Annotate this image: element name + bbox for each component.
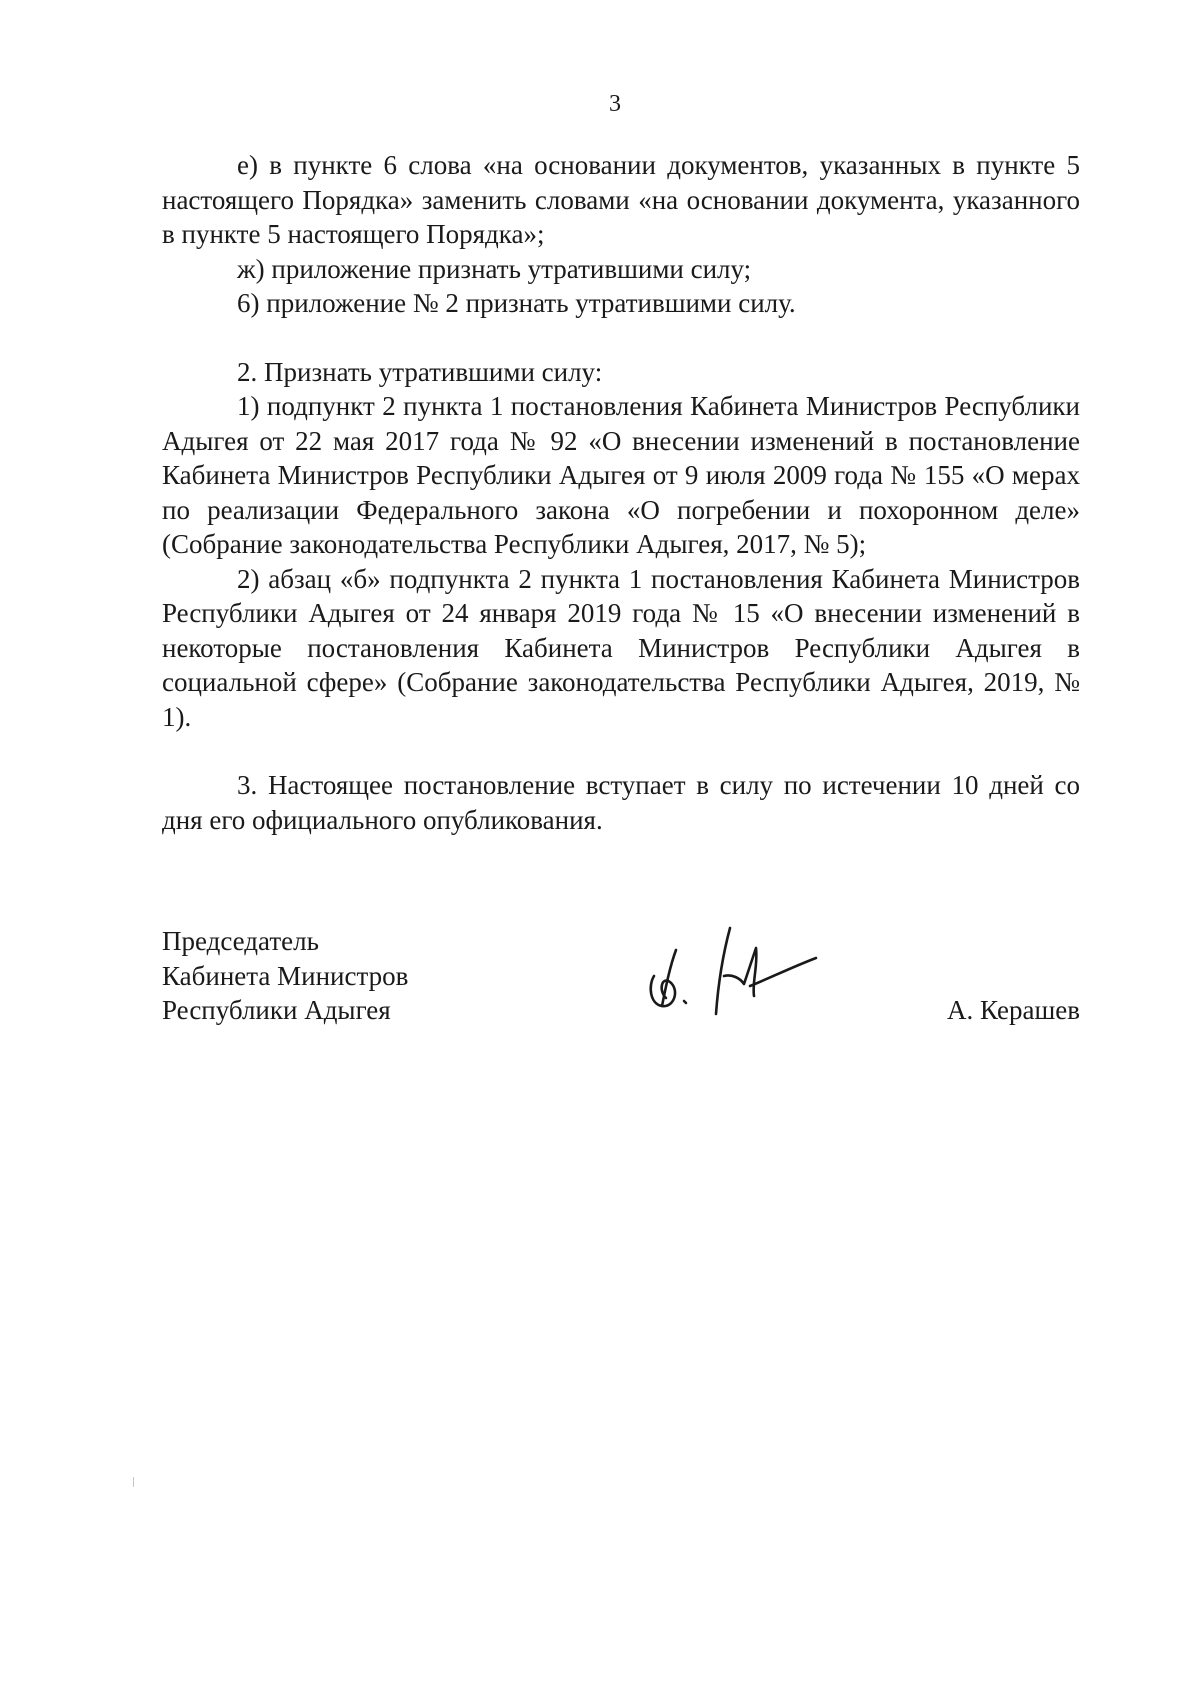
margin-speck: [133, 1477, 134, 1487]
page-number: 3: [609, 91, 621, 117]
signer-name: А. Керашев: [947, 995, 1080, 1025]
paragraph-item-zh: ж) приложение признать утратившими силу;: [237, 253, 752, 284]
paragraph-item-e: е) в пункте 6 слова «на основании документов, указанных в пункте 5 настоящего Порядка» заменить словами «на основании документа, указанного в пункте 5 настоящего Порядка»;: [162, 150, 1080, 249]
document-body: [162, 148, 1080, 837]
paragraph-section-2-heading: 2. Признать утратившими силу:: [237, 356, 603, 387]
signature-block: [162, 924, 1080, 1044]
paragraph-gap: [162, 734, 1080, 768]
signer-title-line: Кабинета Министров: [162, 960, 409, 991]
signer-title: [162, 924, 408, 1028]
paragraph-item-6: 6) приложение № 2 признать утратившими силу.: [237, 288, 796, 318]
paragraph-gap: [162, 321, 1080, 355]
signer-title-line: Председатель: [162, 926, 319, 956]
paragraph-section-2-item-1: 1) подпункт 2 пункта 1 постановления Кабинета Министров Республики Адыгея от 22 мая 2017 года № 92 «О внесении изменений в постановление Кабинета Министров Республики Адыгея от 9 июля 2009 года № 155 «О мерах по реализации Федерального закона «О погребении и похоронном деле» (Собрание законодательства Республики Адыгея, 2017, № 5);: [162, 391, 1080, 559]
handwritten-signature: [640, 906, 840, 1026]
signer-title-line: Республики Адыгея: [162, 995, 391, 1025]
paragraph-section-3: 3. Настоящее постановление вступает в силу по истечении 10 дней со дня его официального опубликования.: [162, 770, 1080, 835]
paragraph-section-2-item-2: 2) абзац «б» подпункта 2 пункта 1 постановления Кабинета Министров Республики Адыгея от 24 января 2019 года № 15 «О внесении изменений в некоторые постановления Кабинета Министров Республики Адыгея в социальной сфере» (Собрание законодательства Республики Адыгея, 2019, № 1).: [162, 563, 1080, 732]
